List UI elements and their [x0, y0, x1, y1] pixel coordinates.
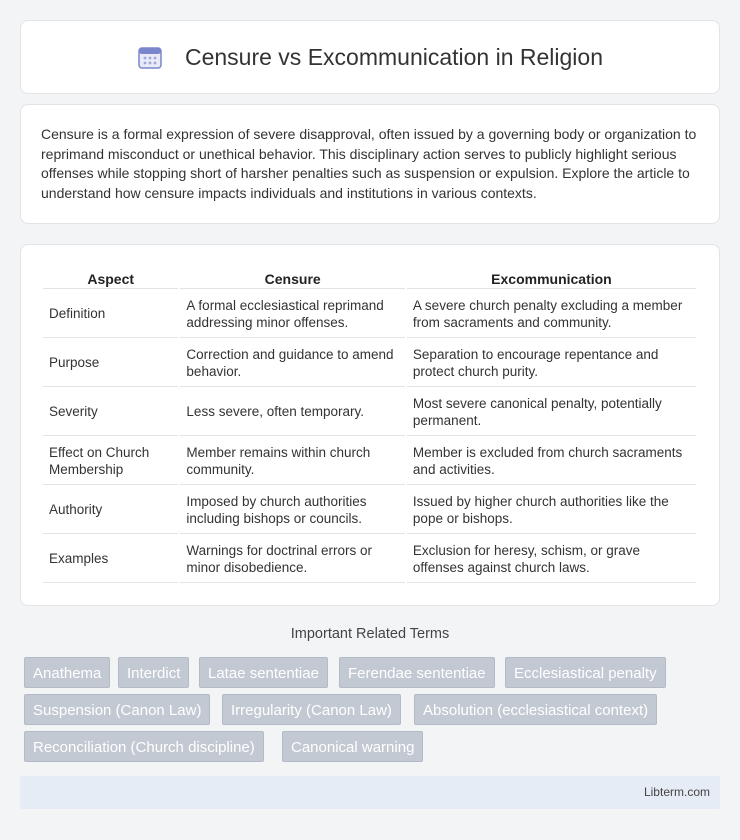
cell-excommunication: A severe church penalty excluding a member from sacraments and community.	[407, 291, 696, 338]
tag-absolution[interactable]: Absolution (ecclesiastical context)	[414, 694, 657, 725]
cell-censure: Warnings for doctrinal errors or minor disobedience.	[180, 536, 405, 583]
page-title: Censure vs Excommunication in Religion	[184, 43, 604, 70]
cell-aspect: Examples	[43, 536, 178, 583]
table-row	[43, 487, 696, 534]
tag-anathema[interactable]: Anathema	[24, 657, 110, 688]
cell-excommunication: Separation to encourage repentance and protect church purity.	[407, 340, 696, 387]
cell-excommunication: Issued by higher church authorities like the pope or bishops.	[407, 487, 696, 534]
table-row	[43, 438, 696, 485]
header-aspect: Aspect	[43, 269, 178, 289]
cell-excommunication: Exclusion for heresy, schism, or grave offenses against church laws.	[407, 536, 696, 583]
intro-text: Censure is a formal expression of severe disapproval, often issued by a governing body or organization to reprimand misconduct or unethical behavior. This disciplinary action serves to publicly highlight serious offenses while stopping short of harsher penalties such as suspension or expulsion. Explore the article to understand how censure impacts individuals and institutions in various contexts.	[41, 126, 697, 201]
tag-latae-sententiae[interactable]: Latae sententiae	[199, 657, 328, 688]
tag-irregularity[interactable]: Irregularity (Canon Law)	[222, 694, 401, 725]
related-terms-title: Important Related Terms	[290, 626, 450, 642]
cell-censure: A formal ecclesiastical reprimand addressing minor offenses.	[180, 291, 405, 338]
cell-censure: Member remains within church community.	[180, 438, 405, 485]
comparison-table	[41, 267, 698, 585]
header-censure: Censure	[180, 269, 405, 289]
cell-aspect: Authority	[43, 487, 178, 534]
cell-aspect: Effect on Church Membership	[43, 438, 178, 485]
cell-censure: Less severe, often temporary.	[180, 389, 405, 436]
tag-interdict[interactable]: Interdict	[118, 657, 189, 688]
table-row	[43, 536, 696, 583]
cell-excommunication: Member is excluded from church sacraments and activities.	[407, 438, 696, 485]
cell-aspect: Purpose	[43, 340, 178, 387]
cell-censure: Correction and guidance to amend behavior.	[180, 340, 405, 387]
tag-ecclesiastical-penalty[interactable]: Ecclesiastical penalty	[505, 657, 666, 688]
table-row	[43, 340, 696, 387]
footer	[20, 776, 720, 809]
table-row	[43, 389, 696, 436]
cell-aspect: Definition	[43, 291, 178, 338]
table-header-row	[43, 269, 696, 289]
comparison-table-card	[20, 244, 720, 606]
cell-aspect: Severity	[43, 389, 178, 436]
tag-ferendae-sententiae[interactable]: Ferendae sententiae	[339, 657, 495, 688]
footer-site-link[interactable]: Libterm.com	[643, 785, 710, 799]
header-excommunication: Excommunication	[407, 269, 696, 289]
title-card	[20, 20, 720, 94]
calendar-icon	[137, 44, 163, 70]
tag-suspension[interactable]: Suspension (Canon Law)	[24, 694, 210, 725]
tag-canonical-warning[interactable]: Canonical warning	[282, 731, 423, 762]
cell-excommunication: Most severe canonical penalty, potentially permanent.	[407, 389, 696, 436]
table-row	[43, 291, 696, 338]
tag-reconciliation[interactable]: Reconciliation (Church discipline)	[24, 731, 264, 762]
intro-card	[20, 104, 720, 224]
cell-censure: Imposed by church authorities including bishops or councils.	[180, 487, 405, 534]
